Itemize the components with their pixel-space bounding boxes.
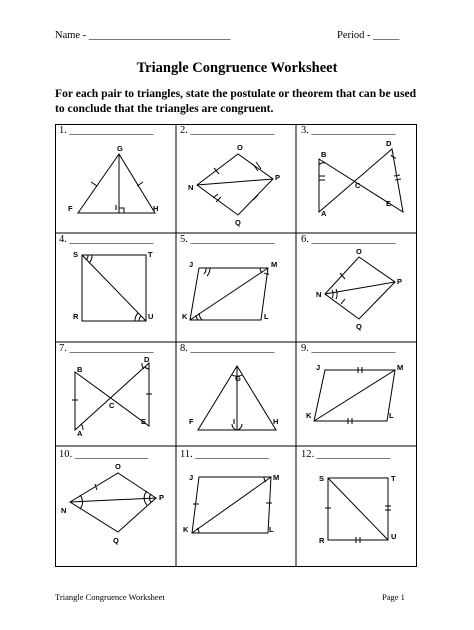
vertex-label: J [189, 473, 194, 482]
problem-3-figure [319, 139, 403, 218]
vertex-label: J [316, 363, 321, 372]
vertex-label: N [61, 506, 67, 515]
vertex-label: G [235, 374, 241, 383]
problem-8-figure [189, 366, 278, 430]
worksheet-title: Triangle Congruence Worksheet [136, 60, 338, 76]
problem-5-number: 5. ________________ [180, 234, 275, 245]
vertex-label: A [321, 209, 327, 218]
vertex-label: Q [356, 322, 362, 331]
vertex-label: B [321, 150, 327, 159]
vertex-label: B [77, 365, 83, 374]
problem-8-number: 8. ________________ [180, 343, 275, 354]
vertex-label: Q [113, 536, 119, 545]
problem-12-figure [319, 474, 396, 545]
problem-9-number: 9. ________________ [301, 343, 396, 354]
problem-2-number: 2. ________________ [180, 125, 275, 136]
vertex-label: P [397, 277, 403, 286]
footer-title: Triangle Congruence Worksheet [55, 592, 165, 602]
vertex-label: I [233, 417, 236, 426]
vertex-label: M [271, 260, 278, 269]
problem-9-figure [306, 363, 403, 424]
vertex-label: U [148, 312, 154, 321]
name-field-label: Name - ___________________________ [55, 30, 231, 41]
vertex-label: S [73, 250, 79, 259]
vertex-label: H [153, 204, 159, 213]
problem-3-number: 3. ________________ [301, 125, 396, 136]
vertex-label: K [182, 312, 188, 321]
vertex-label: Q [235, 218, 241, 227]
vertex-label: T [391, 474, 396, 483]
problem-6-figure [316, 247, 402, 331]
vertex-label: D [386, 139, 392, 148]
page-number: Page 1 [382, 592, 405, 602]
vertex-label: U [391, 532, 397, 541]
vertex-label: I [115, 203, 118, 212]
vertex-label: L [269, 525, 274, 534]
problem-6-number: 6. ________________ [301, 234, 396, 245]
problem-11-number: 11. ______________ [180, 449, 269, 460]
vertex-label: K [306, 411, 312, 420]
vertex-label: C [109, 401, 115, 410]
vertex-label: H [273, 417, 279, 426]
vertex-label: F [189, 417, 194, 426]
vertex-label: N [188, 183, 194, 192]
vertex-label: P [275, 173, 281, 182]
problem-5-figure [182, 260, 277, 321]
problem-10-figure [61, 462, 164, 545]
vertex-label: E [141, 417, 147, 426]
vertex-label: G [117, 144, 123, 153]
vertex-label: O [356, 247, 362, 256]
vertex-label: C [355, 181, 361, 190]
vertex-label: J [189, 260, 194, 269]
vertex-label: M [397, 363, 404, 372]
vertex-label: N [316, 290, 322, 299]
vertex-label: E [386, 199, 392, 208]
vertex-label: L [389, 411, 394, 420]
problem-1-number: 1. ________________ [59, 125, 154, 136]
problem-7-figure [72, 355, 152, 438]
problem-11-figure [183, 473, 279, 534]
vertex-label: M [273, 473, 280, 482]
vertex-label: S [319, 474, 325, 483]
vertex-label: F [68, 204, 73, 213]
vertex-label: P [159, 493, 165, 502]
vertex-label: L [264, 312, 269, 321]
vertex-label: O [237, 143, 243, 152]
problem-4-figure [73, 250, 153, 321]
problem-1-figure [68, 144, 158, 213]
vertex-label: R [319, 536, 325, 545]
period-field-label: Period - _____ [337, 30, 400, 41]
problem-10-number: 10. ______________ [59, 449, 149, 460]
instructions: For each pair to triangles, state the postulate or theorem that can be used to conclude that the triangles are congruent. [55, 87, 417, 115]
problem-4-number: 4. ________________ [59, 234, 154, 245]
vertex-label: A [77, 429, 83, 438]
problem-7-number: 7. ________________ [59, 343, 154, 354]
vertex-label: R [73, 312, 79, 321]
problem-12-number: 12. ______________ [301, 449, 391, 460]
vertex-label: K [183, 525, 189, 534]
problem-2-figure [188, 143, 280, 227]
vertex-label: O [115, 462, 121, 471]
vertex-label: T [148, 250, 153, 259]
vertex-label: D [144, 355, 150, 364]
